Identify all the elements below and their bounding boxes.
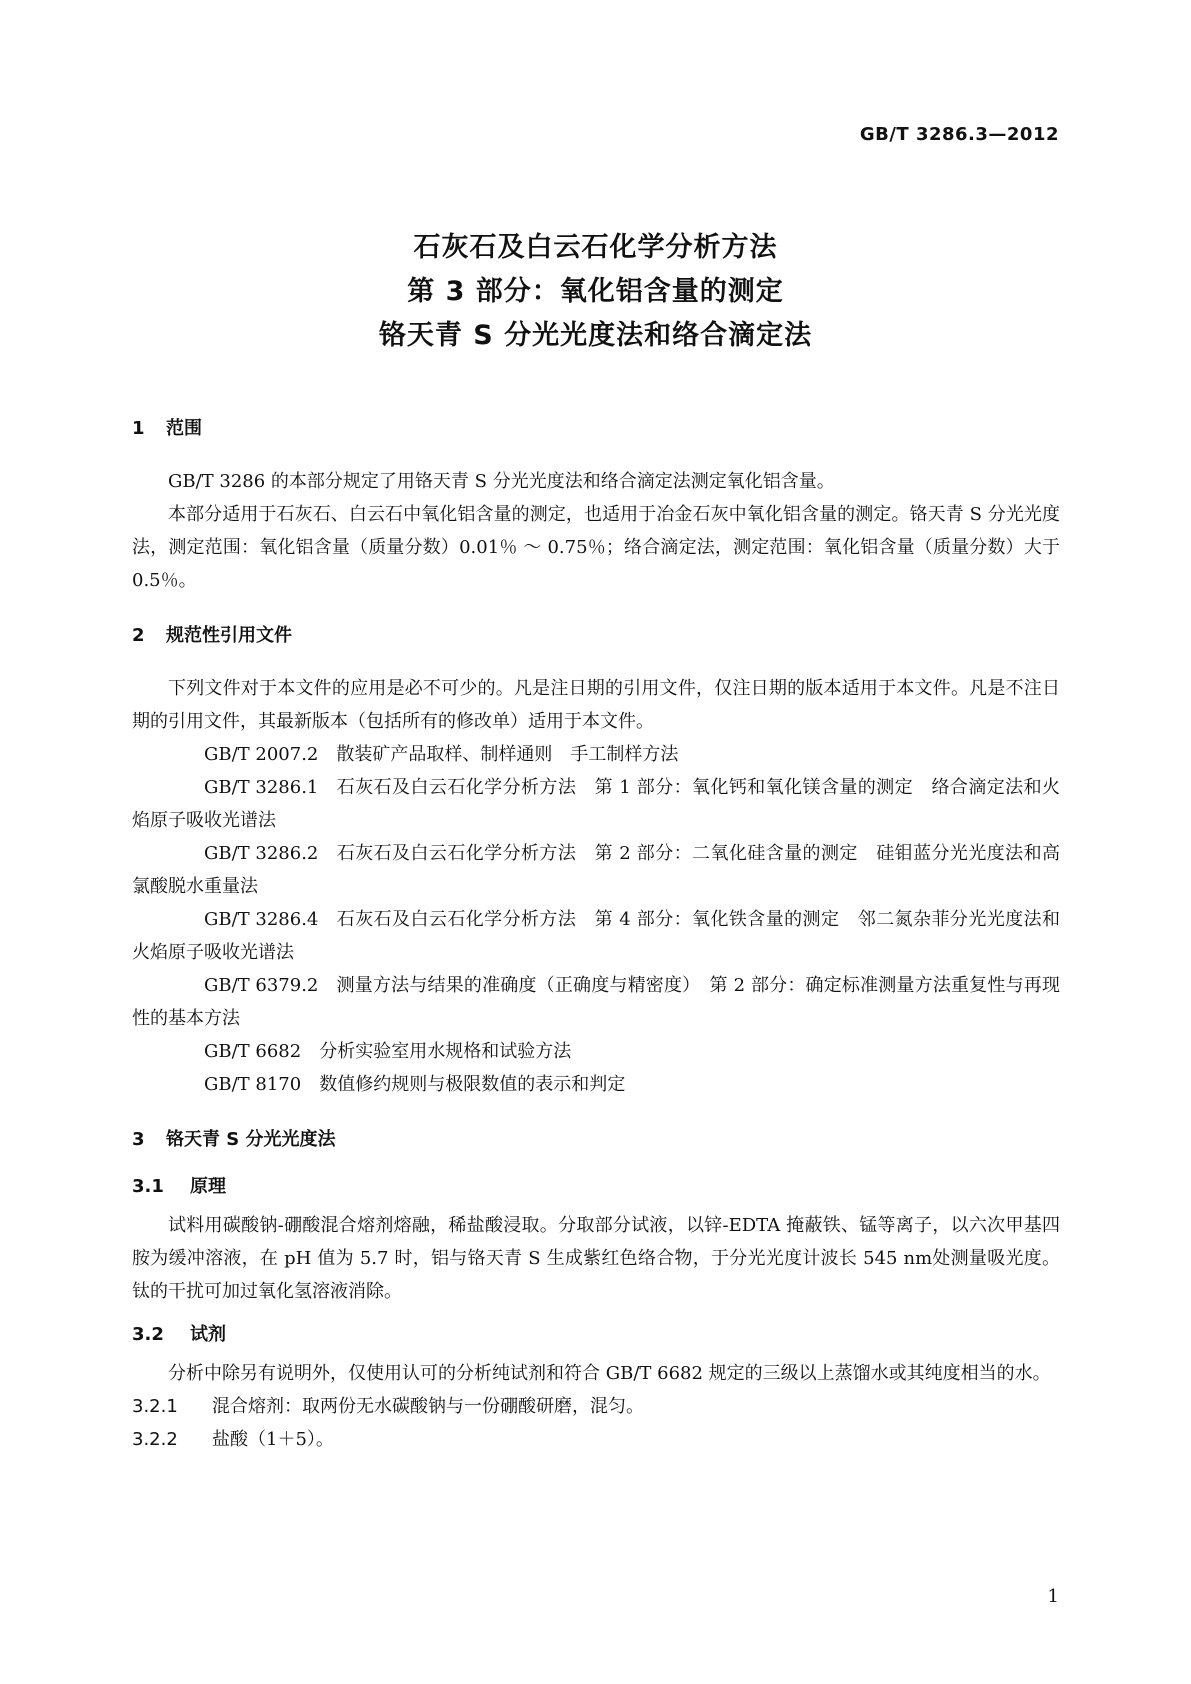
section-title: 规范性引用文件	[166, 625, 292, 646]
section-title: 范围	[166, 418, 202, 439]
section-number: 1	[132, 418, 145, 439]
reference-code: GB/T 2007.2	[204, 744, 319, 765]
section-3-heading	[132, 1123, 1060, 1156]
section-1-heading	[132, 412, 1060, 445]
reference-item	[132, 969, 1060, 1035]
reference-item	[132, 1035, 1060, 1068]
reference-code: GB/T 6682	[204, 1041, 302, 1062]
clause-number: 3.2.1	[132, 1396, 178, 1417]
title-line-3: 铬天青 S 分光光度法和络合滴定法	[378, 320, 813, 351]
reference-title: 石灰石及白云石化学分析方法 第 1 部分：氧化钙和氧化镁含量的测定 络合滴定法和火焰原子吸收光谱法	[132, 777, 1060, 831]
reference-title: 石灰石及白云石化学分析方法 第 4 部分：氧化铁含量的测定 邻二氮杂菲分光光度法和火焰原子吸收光谱法	[132, 909, 1060, 963]
section-title: 铬天青 S 分光光度法	[166, 1129, 336, 1150]
section-number: 3	[132, 1129, 145, 1150]
reference-item	[132, 837, 1060, 903]
clause-number: 3.2.2	[132, 1429, 178, 1450]
standard-code: GB/T 3286.3—2012	[859, 124, 1059, 145]
reference-item	[132, 903, 1060, 969]
paragraph: 本部分适用于石灰石、白云石中氧化铝含量的测定，也适用于冶金石灰中氧化铝含量的测定。铬天青 S 分光光度法，测定范围：氧化铝含量（质量分数）0.01％ ～ 0.75％；络合滴定法，测定范围：氧化铝含量（质量分数）大于 0.5％。	[132, 504, 1060, 591]
section-3-1-heading	[132, 1170, 1060, 1203]
section-number: 2	[132, 625, 145, 646]
reference-code: GB/T 3286.2	[204, 843, 319, 864]
page-number: 1	[1047, 1586, 1059, 1607]
clause-item	[132, 1423, 1060, 1456]
clause-text: 盐酸（1＋5）。	[212, 1429, 334, 1450]
section-title: 原理	[190, 1176, 226, 1197]
reference-code: GB/T 3286.1	[204, 777, 319, 798]
reference-title: 散装矿产品取样、制样通则 手工制样方法	[336, 744, 679, 765]
paragraph: GB/T 3286 的本部分规定了用铬天青 S 分光光度法和络合滴定法测定氧化铝含量。	[168, 471, 835, 492]
section-title: 试剂	[190, 1324, 226, 1345]
paragraph: 分析中除另有说明外，仅使用认可的分析纯试剂和符合 GB/T 6682 规定的三级以上蒸馏水或其纯度相当的水。	[168, 1363, 1051, 1384]
reference-code: GB/T 6379.2	[204, 975, 319, 996]
paragraph: 下列文件对于本文件的应用是必不可少的。凡是注日期的引用文件，仅注日期的版本适用于本文件。凡是不注日期的引用文件，其最新版本（包括所有的修改单）适用于本文件。	[132, 678, 1060, 732]
reference-code: GB/T 8170	[204, 1074, 302, 1095]
reference-item	[132, 738, 1060, 771]
reference-title: 石灰石及白云石化学分析方法 第 2 部分：二氧化硅含量的测定 硅钼蓝分光光度法和高氯酸脱水重量法	[132, 843, 1060, 897]
reference-title: 数值修约规则与极限数值的表示和判定	[319, 1074, 626, 1095]
paragraph: 试料用碳酸钠-硼酸混合熔剂熔融，稀盐酸浸取。分取部分试液，以锌-EDTA 掩蔽铁、锰等离子，以六次甲基四胺为缓冲溶液，在 pH 值为 5.7 时，铝与铬天青 S 生成紫红色络合物，于分光光度计波长 545 nm处测量吸光度。钛的干扰可加过氧化氢溶液消除。	[132, 1215, 1060, 1302]
section-number: 3.2	[132, 1324, 164, 1345]
reference-item	[132, 771, 1060, 837]
reference-code: GB/T 3286.4	[204, 909, 319, 930]
title-line-2: 第 3 部分：氧化铝含量的测定	[407, 276, 784, 307]
section-number: 3.1	[132, 1176, 164, 1197]
reference-item	[132, 1068, 1060, 1101]
document-title	[0, 226, 1191, 358]
reference-title: 测量方法与结果的准确度（正确度与精密度） 第 2 部分：确定标准测量方法重复性与再现性的基本方法	[132, 975, 1060, 1029]
title-line-1: 石灰石及白云石化学分析方法	[413, 232, 778, 263]
clause-text: 混合熔剂：取两份无水碳酸钠与一份硼酸研磨，混匀。	[212, 1396, 644, 1417]
clause-item	[132, 1390, 1060, 1423]
document-body	[132, 412, 1060, 1456]
reference-title: 分析实验室用水规格和试验方法	[319, 1041, 572, 1062]
section-3-2-heading	[132, 1318, 1060, 1351]
section-2-heading	[132, 619, 1060, 652]
